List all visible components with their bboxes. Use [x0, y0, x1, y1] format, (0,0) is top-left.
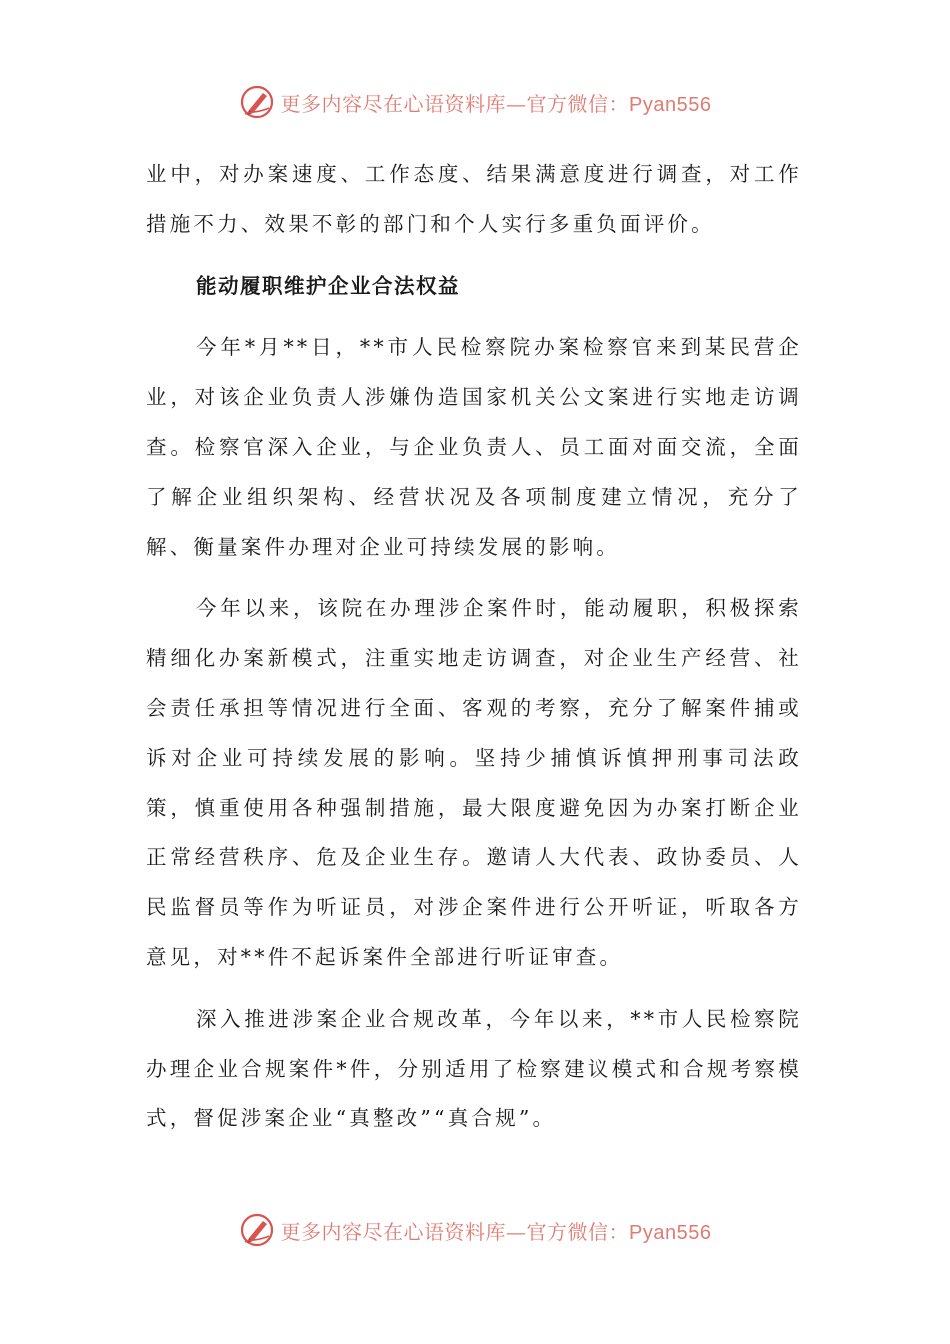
footer-banner-text [281, 1216, 712, 1245]
paragraph-1: 业中，对办案速度、工作态度、结果满意度进行调查，对工作措施不力、效果不彰的部门和个人实行多重负面评价。 [146, 162, 802, 236]
paragraph-2: 今年*月**日，**市人民检察院办案检察官来到某民营企业，对该企业负责人涉嫌伪造国家机关公文案进行实地走访调查。检察官深入企业，与企业负责人、员工面对面交流，全面了解企业组织架构、经营状况及各项制度建立情况，充分了解、衡量案件办理对企业可持续发展的影响。 [146, 335, 802, 559]
header-banner-label: 更多内容尽在心语资料库—官方微信： [280, 91, 630, 116]
header-banner-text [281, 88, 712, 117]
header-banner [0, 80, 950, 124]
header-wechat-id: Pyan556 [629, 93, 712, 116]
footer-banner-label: 更多内容尽在心语资料库—官方微信： [280, 1219, 630, 1244]
footer-banner [0, 1208, 950, 1252]
paragraph-3: 今年以来，该院在办理涉企案件时，能动履职，积极探索精细化办案新模式，注重实地走访调查，对企业生产经营、社会责任承担等情况进行全面、客观的考察，充分了解案件捕或诉对企业可持续发展的影响。坚持少捕慎诉慎押刑事司法政策，慎重使用各种强制措施，最大限度避免因为办案打断企业正常经营秩序、危及企业生存。邀请人大代表、政协委员、人民监督员等作为听证员，对涉企案件进行公开听证，听取各方意见，对**件不起诉案件全部进行听证审查。 [146, 596, 802, 969]
pen-logo-icon [239, 1212, 275, 1248]
pen-logo-icon [239, 84, 275, 120]
section-heading: 能动履职维护企业合法权益 [196, 273, 460, 298]
document-body [146, 150, 802, 1156]
footer-wechat-id: Pyan556 [629, 1221, 712, 1244]
paragraph-4: 深入推进涉案企业合规改革，今年以来，**市人民检察院办理企业合规案件*件，分别适用了检察建议模式和合规考察模式，督促涉案企业“真整改”“真合规”。 [146, 1006, 802, 1131]
